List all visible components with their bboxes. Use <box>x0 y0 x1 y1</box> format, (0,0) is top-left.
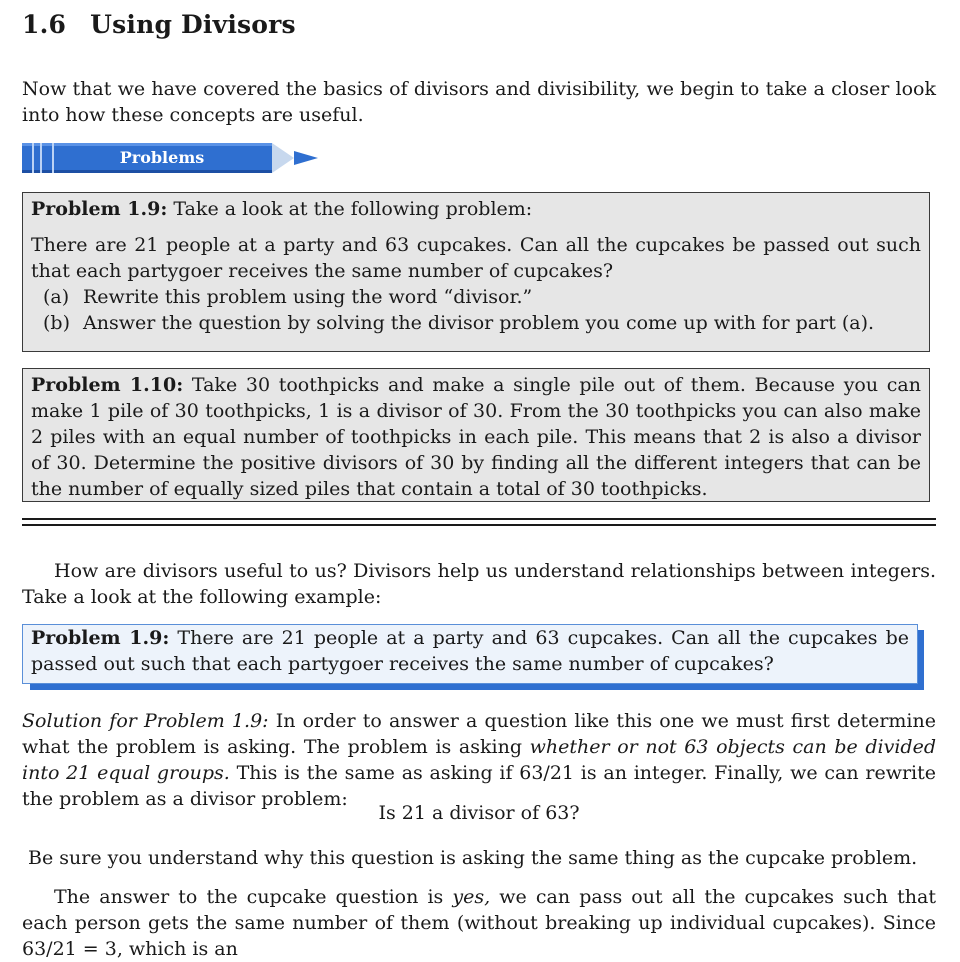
part-a-text: Rewrite this problem using the word “divisor.” <box>83 286 533 308</box>
problem-1-10-text <box>31 372 921 502</box>
solution-paragraph <box>22 708 936 812</box>
intro-paragraph: Now that we have covered the basics of divisors and divisibility, we begin to take a closer look into how these concepts are useful. <box>22 78 936 126</box>
divisors-useful-paragraph: How are divisors useful to us? Divisors help us understand relationships between integers. Take a look at the following example: <box>22 560 936 608</box>
pencil-wood-icon <box>272 143 294 173</box>
problem-1-9-lead-line <box>31 196 921 222</box>
part-a-tag: (a) <box>43 286 70 308</box>
solution-emphasis: whether or not 63 objects can be divided into 21 equal groups. <box>22 736 936 784</box>
problem-1-9-box <box>22 192 930 352</box>
answer-paragraph <box>22 884 936 962</box>
problems-banner <box>22 143 272 173</box>
part-b-tag: (b) <box>43 312 70 334</box>
section-number: 1.6 <box>22 10 67 39</box>
problem-1-10-label: Problem 1.10: <box>31 374 184 396</box>
solution-label: Solution for Problem 1.9: <box>22 710 269 732</box>
problem-1-9-body: There are 21 people at a party and 63 cupcakes. Can all the cupcakes be passed out such that each partygoer receives the same number of cupcakes? <box>31 234 921 282</box>
example-problem-label: Problem 1.9: <box>31 627 170 649</box>
part-b-text: Answer the question by solving the divisor problem you come up with for part (a). <box>83 312 875 334</box>
section-divider-top <box>22 518 936 520</box>
section-title: Using Divisors <box>90 10 296 39</box>
problem-1-9-part-b <box>31 310 921 336</box>
problem-1-10-body: Take 30 toothpicks and make a single pile out of them. Because you can make 1 pile of 30 toothpicks, 1 is a divisor of 30. From the 30 toothpicks you can also make 2 piles with an equal number of toothpicks in each pile. This means that 2 is also a divisor of 30. Determine the positive divisors of 30 by finding all the different integers that can be the number of equally sized piles that contain a total of 30 toothpicks. <box>31 374 921 500</box>
example-problem-box <box>22 624 918 684</box>
section-divider-bottom <box>22 524 936 526</box>
section-heading <box>22 10 296 39</box>
solution-text-2: This is the same as asking if 63/21 is an integer. Finally, we can rewrite the problem as a divisor problem: <box>22 762 937 810</box>
problem-1-9-lead: Take a look at the following problem: <box>173 198 533 220</box>
banner-label: Problems <box>119 148 205 167</box>
solution-text-1: In order to answer a question like this one we must first determine what the problem is asking. The problem is asking <box>22 710 936 758</box>
answer-text-2: we can pass out all the cupcakes such that each person gets the same number of them (without breaking up individual cupcakes). Since 63/21 = 3, which is an <box>22 886 936 960</box>
problem-1-9-label: Problem 1.9: <box>31 198 168 220</box>
be-sure-paragraph: Be sure you understand why this question is asking the same thing as the cupcake problem. <box>28 847 918 869</box>
answer-text-1: The answer to the cupcake question is <box>54 886 444 908</box>
pencil-tip-icon <box>294 151 318 165</box>
problem-1-10-box <box>22 368 930 502</box>
example-problem-body: There are 21 people at a party and 63 cupcakes. Can all the cupcakes be passed out such that each partygoer receives the same number of cupcakes? <box>31 627 909 675</box>
answer-emphasis: yes, <box>452 886 491 908</box>
centered-question: Is 21 a divisor of 63? <box>378 802 580 824</box>
problem-1-9-part-a <box>31 284 921 310</box>
